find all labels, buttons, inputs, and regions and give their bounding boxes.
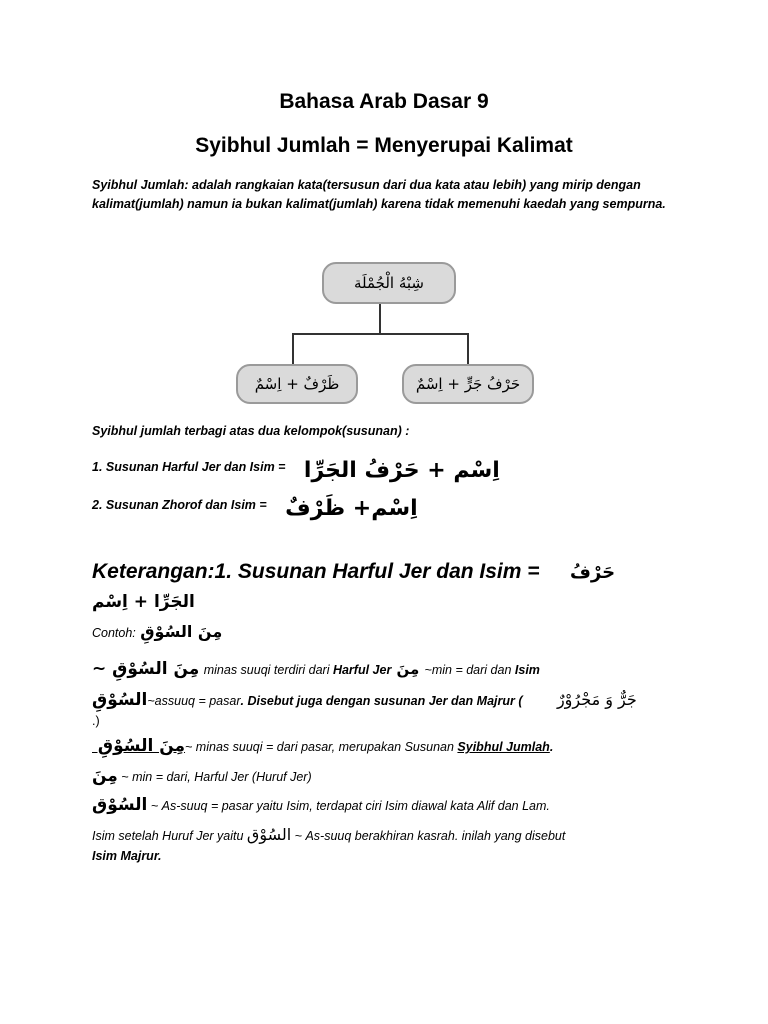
text: Jer dan Majrur (: [428, 694, 523, 708]
division-text: Syibhul jumlah terbagi atas dua kelompok(susunan) :: [92, 424, 410, 438]
text: ~assuuq = pasar: [147, 694, 241, 708]
diagram-connector: [292, 333, 468, 335]
arabic-text: مِنَ السُوْقِ ~: [92, 659, 200, 679]
arabic-text: السُوْق: [92, 795, 148, 815]
contoh-arabic: مِنَ السُوْقِ: [140, 622, 223, 641]
contoh-line: [92, 622, 222, 642]
item-harful-jer: [92, 458, 500, 483]
document-title: Bahasa Arab Dasar 9: [279, 90, 489, 113]
item-arabic: اِسْم+ ظَرْفٌ: [285, 496, 418, 521]
item-arabic: اِسْم + حَرْفُ الجَرِّا: [303, 458, 500, 483]
explanation-line-5: [92, 795, 550, 815]
keterangan-arabic: حَرْفُ: [570, 562, 616, 583]
text: minas suuqi terdiri dari: [203, 663, 333, 677]
arabic-text: جَرٌّ وَ مَجْرُوْرٌ: [556, 690, 637, 709]
syibhul-jumlah-diagram: [232, 260, 552, 410]
item-label: 1. Susunan Harful Jer dan Isim =: [92, 460, 286, 474]
arabic-text: مِنَ: [92, 766, 118, 786]
document-subtitle: Syibhul Jumlah = Menyerupai Kalimat: [195, 134, 573, 157]
keterangan-heading: [92, 560, 615, 584]
text: Isim: [514, 663, 540, 677]
keterangan-line2: [92, 592, 195, 612]
diagram-connector: [292, 333, 294, 365]
text: ~ minas suuqi = dari pasar, merupakan Susunan: [185, 740, 458, 754]
text: Syibhul Jumlah: [457, 740, 550, 754]
text: ~ As-suuq berakhiran kasrah. inilah yang disebut: [291, 829, 566, 843]
arabic-text: السُوْق: [246, 825, 292, 844]
explanation-line-1: [92, 659, 540, 679]
diagram-top-box: شِبْهُ الْجُمْلَة: [322, 262, 456, 304]
explanation-line-4: [92, 766, 312, 786]
explanation-line-2b: .): [92, 714, 100, 728]
explanation-line-6: [92, 825, 565, 845]
text: Harful Jer: [332, 663, 392, 677]
diagram-connector: [467, 333, 469, 365]
arabic-text: مِنَ: [391, 660, 425, 678]
text: ~ min = dari, Harful Jer (Huruf Jer): [117, 770, 312, 784]
diagram-right-box: حَرْفُ جَرٍّ + اِسْمٌ: [402, 364, 534, 404]
keterangan-arabic-2: الجَرِّا + اِسْم: [92, 592, 195, 612]
text: . Disebut juga dengan susunan: [240, 694, 429, 708]
diagram-connector: [379, 304, 381, 334]
arabic-text: السُوْقِ: [92, 690, 148, 710]
intro-paragraph: Syibhul Jumlah: adalah rangkaian kata(tersusun dari dua kata atau lebih) yang mirip dengan kalimat(jumlah) namun ia bukan kalimat(jumlah) karena tidak memenuhi kaedah yang sempurna.: [92, 178, 666, 211]
arabic-text: مِنَ السُوْقِ: [92, 736, 186, 756]
text: ~ As-suuq = pasar yaitu Isim, terdapat ciri Isim diawal kata Alif dan Lam.: [147, 799, 550, 813]
explanation-line-3: [92, 736, 553, 756]
explanation-line-7: Isim Majrur.: [92, 849, 162, 863]
diagram-left-box: ظَرْفٌ + اِسْمٌ: [236, 364, 358, 404]
text: Isim setelah Huruf Jer yaitu: [92, 829, 247, 843]
item-zhorof: [92, 496, 418, 521]
contoh-label: Contoh:: [92, 626, 136, 640]
text: ~min = dari dan: [424, 663, 515, 677]
explanation-line-2: [92, 690, 637, 710]
keterangan-text: Keterangan:1. Susunan Harful Jer dan Isim =: [92, 560, 540, 583]
text: .: [549, 740, 554, 754]
item-label: 2. Susunan Zhorof dan Isim =: [92, 498, 267, 512]
